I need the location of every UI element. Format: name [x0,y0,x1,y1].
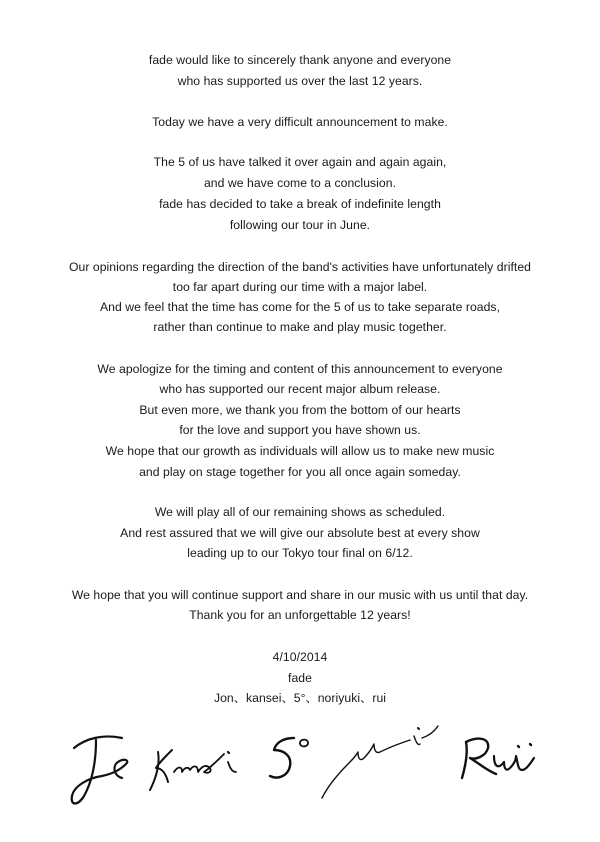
member-list: Jon、kansei、5°、noriyuki、rui [213,691,387,705]
letter-line: Thank you for an unforgettable 12 years! [189,608,411,622]
letter-line: We hope that you will continue support and share in our music with us until that day. [71,588,529,602]
letter-line: We hope that our growth as individuals will allow us to make new music [105,444,495,458]
signature-kansei [148,738,240,794]
letter-line: The 5 of us have talked it over again and again again, [153,155,447,169]
letter-line: rather than continue to make and play music together. [153,320,447,334]
signature-rui [456,734,540,784]
date: 4/10/2014 [272,650,328,664]
signature-jon [66,726,136,810]
letter-line: But even more, we thank you from the bottom of our hearts [139,403,461,417]
letter-line: And rest assured that we will give our absolute best at every show [120,526,480,540]
signature-5-degrees [266,734,312,788]
letter-line: who has supported us over the last 12 years. [177,74,423,88]
letter-line: following our tour in June. [229,218,371,232]
letter-line: Today we have a very difficult announcement to make. [152,115,448,129]
letter-line: fade has decided to take a break of indefinite length [159,197,441,211]
band-name: fade [288,671,312,685]
letter-line: and we have come to a conclusion. [203,176,397,190]
letter-line: We will play all of our remaining shows as scheduled. [154,505,446,519]
letter-line: and play on stage together for you all once again someday. [139,465,461,479]
letter-line: We apologize for the timing and content of this announcement to everyone [97,362,503,376]
letter-line: too far apart during our time with a major label. [172,280,428,294]
letter-line: leading up to our Tokyo tour final on 6/12. [187,546,413,560]
letter-line: And we feel that the time has come for the 5 of us to take separate roads, [99,300,501,314]
letter-line: who has supported our recent major album release. [159,382,441,396]
letter-line: Our opinions regarding the direction of the band's activities have unfortunately drifted [68,260,531,274]
letter-line: fade would like to sincerely thank anyone and everyone [148,53,452,67]
signature-noriyuki [318,722,442,804]
letter-line: for the love and support you have shown us. [179,423,421,437]
